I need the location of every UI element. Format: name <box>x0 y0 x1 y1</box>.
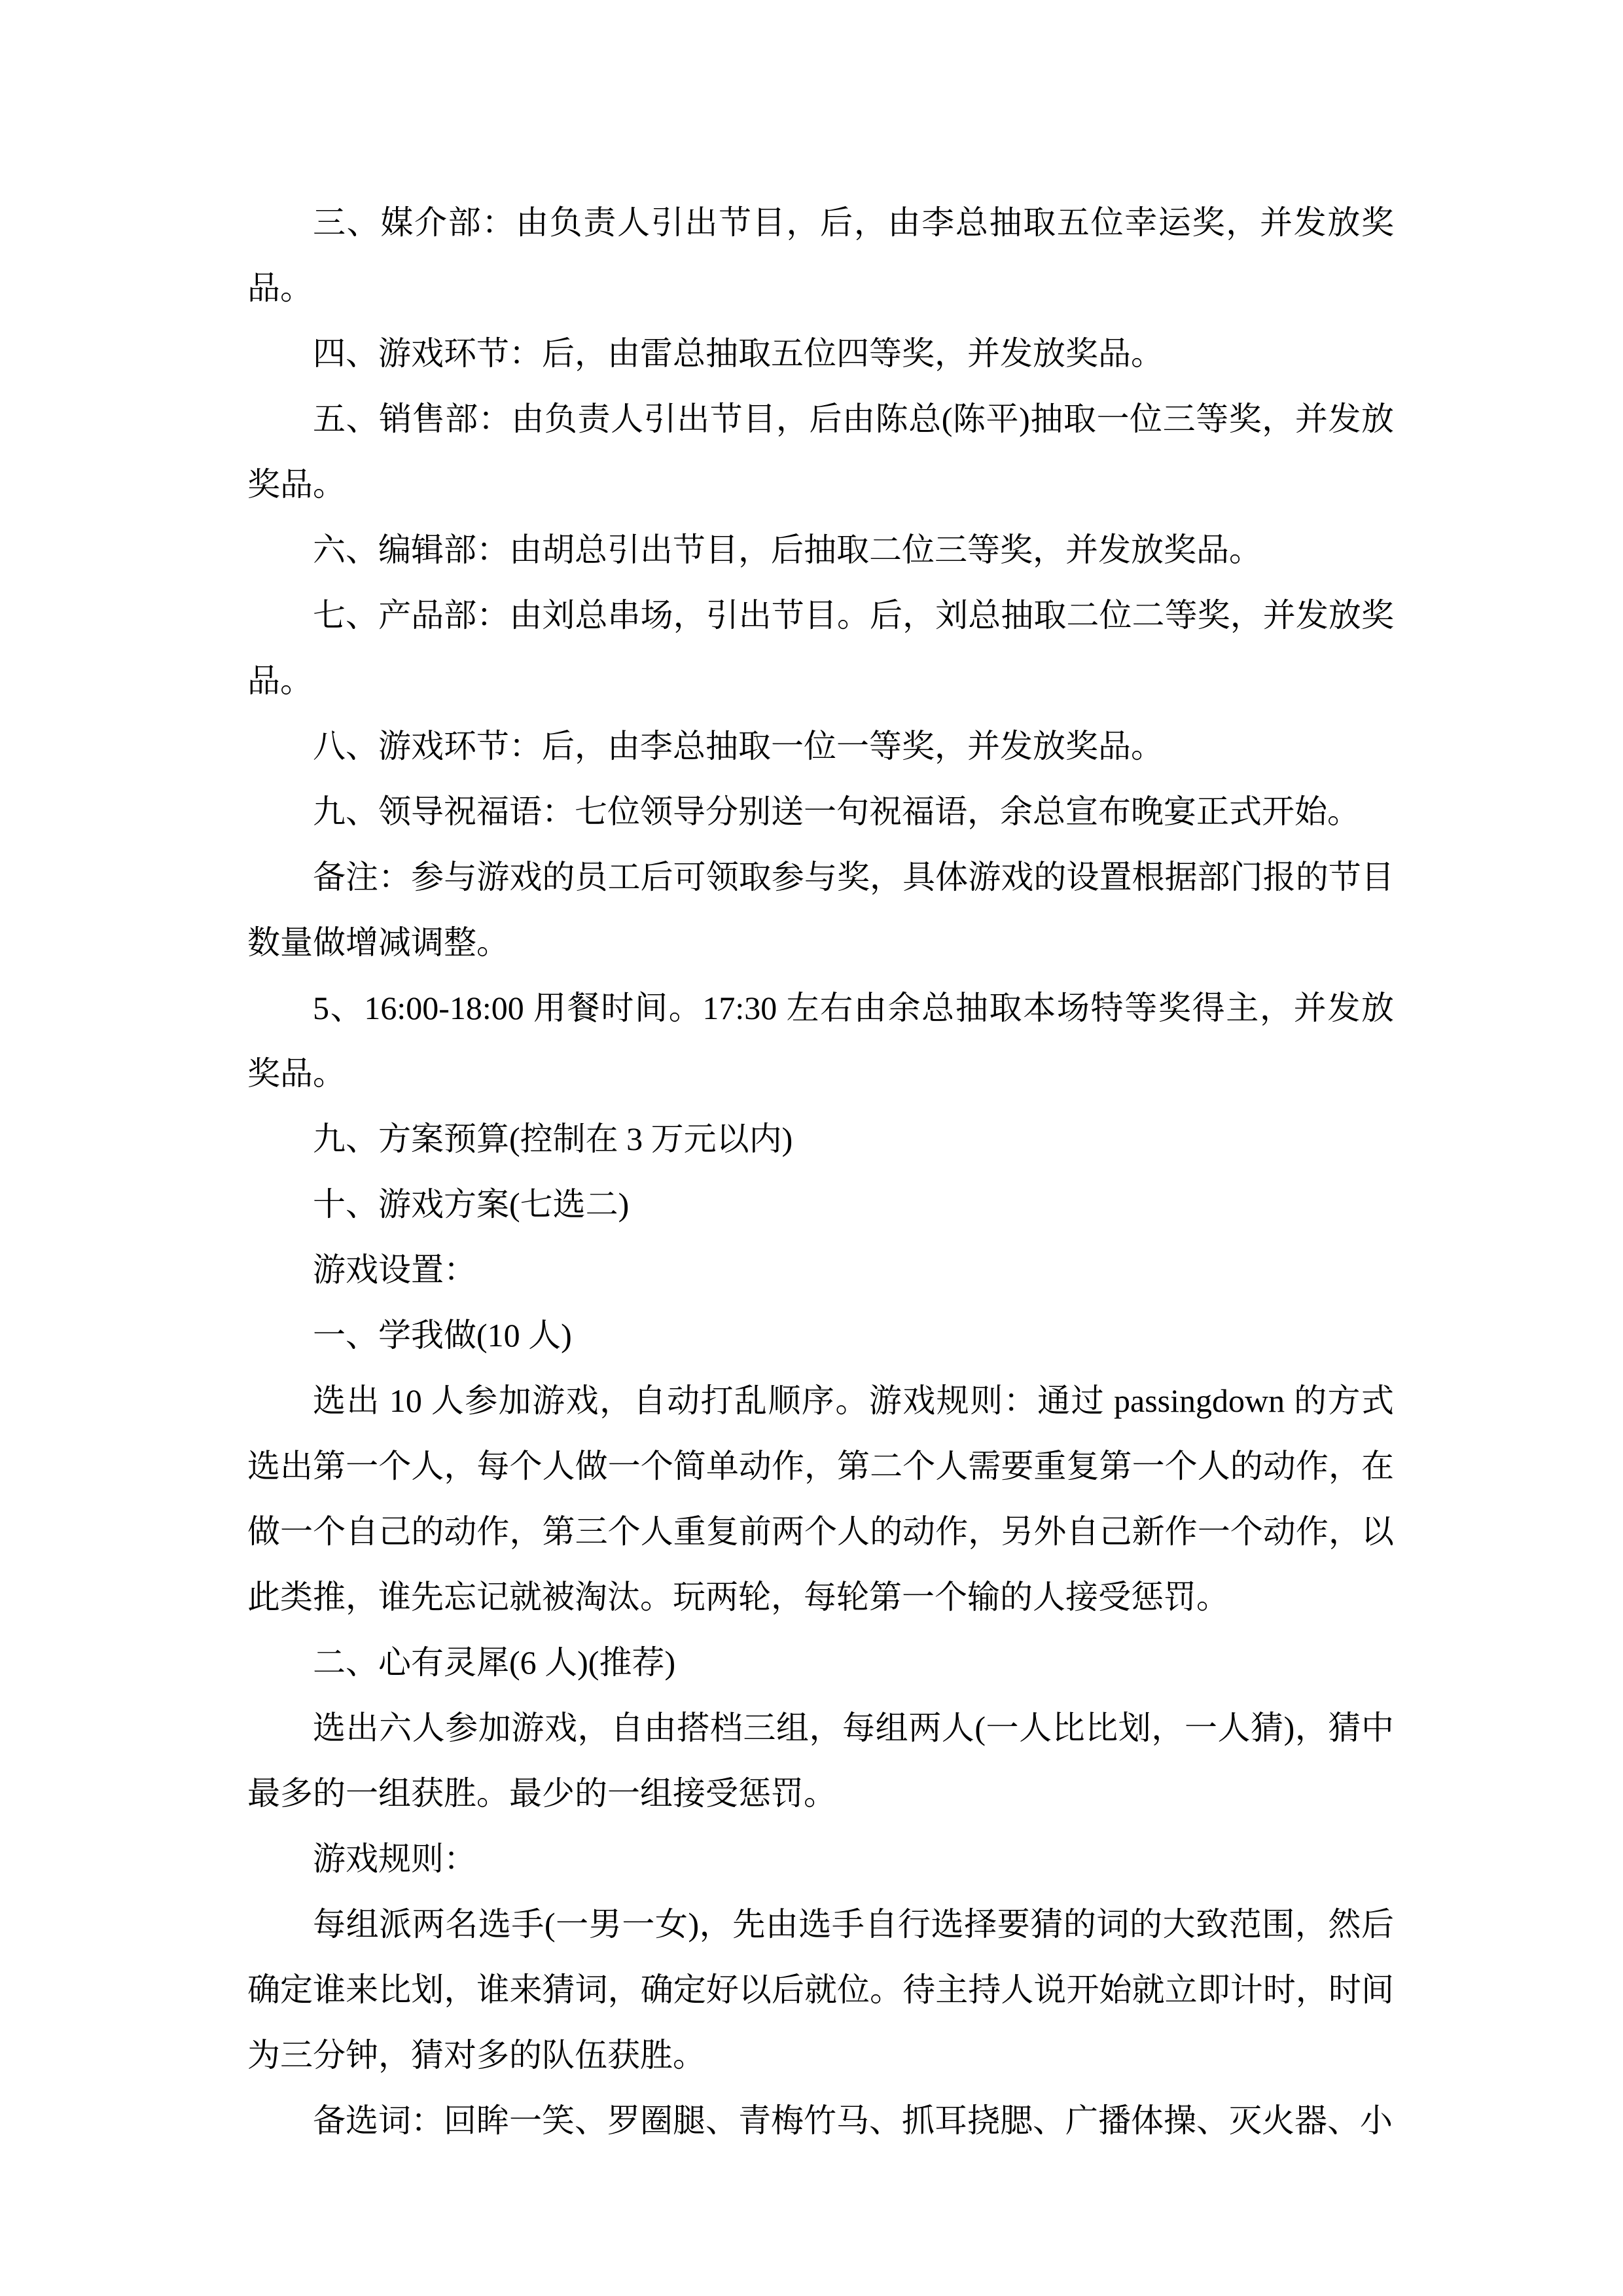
paragraph-11: 十、游戏方案(七选二) <box>313 1186 630 1223</box>
paragraph-12: 游戏设置： <box>313 1251 476 1288</box>
paragraph-08: 备注：参与游戏的员工后可领取参与奖，具体游戏的设置根据部门报的节目数量做增减调整。 <box>247 859 1394 961</box>
paragraph-19: 备选词：回眸一笑、罗圈腿、青梅竹马、抓耳挠腮、广播体操、灭火器、小 <box>313 2102 1393 2139</box>
paragraph-04: 六、编辑部：由胡总引出节目，后抽取二位三等奖，并发放奖品。 <box>313 531 1262 568</box>
paragraph-09: 5、16:00-18:00 用餐时间。17:30 左右由余总抽取本场特等奖得主，并发放奖品。 <box>247 990 1394 1092</box>
paragraph-07: 九、领导祝福语：七位领导分别送一句祝福语，余总宣布晚宴正式开始。 <box>313 793 1360 830</box>
paragraph-10: 九、方案预算(控制在 3 万元以内) <box>313 1121 793 1157</box>
paragraph-18: 每组派两名选手(一男一女)，先由选手自行选择要猜的词的大致范围，然后确定谁来比划，谁来猜词，确定好以后就位。待主持人说开始就立即计时，时间为三分钟，猜对多的队伍获胜。 <box>247 1906 1394 2073</box>
paragraph-15: 二、心有灵犀(6 人)(推荐) <box>313 1644 676 1681</box>
paragraph-17: 游戏规则： <box>313 1840 476 1877</box>
paragraph-14: 选出 10 人参加游戏，自动打乱顺序。游戏规则：通过 passingdown 的方式选出第一个人，每个人做一个简单动作，第二个人需要重复第一个人的动作，在做一个自己的动作，第三个人重复前两个人的动作，另外自己新作一个动作，以此类推，谁先忘记就被淘汰。玩两轮，每轮第一个输的人接受惩罚。 <box>247 1382 1394 1615</box>
paragraph-16: 选出六人参加游戏，自由搭档三组，每组两人(一人比比划，一人猜)，猜中最多的一组获胜。最少的一组接受惩罚。 <box>247 1710 1394 1812</box>
paragraph-13: 一、学我做(10 人) <box>313 1317 572 1354</box>
paragraph-06: 八、游戏环节：后，由李总抽取一位一等奖，并发放奖品。 <box>313 728 1164 764</box>
paragraph-03: 五、销售部：由负责人引出节目，后由陈总(陈平)抽取一位三等奖，并发放奖品。 <box>247 401 1394 503</box>
paragraph-05: 七、产品部：由刘总串场，引出节目。后，刘总抽取二位二等奖，并发放奖品。 <box>247 597 1394 699</box>
document-text-block <box>247 190 1394 2153</box>
paragraph-01: 三、媒介部：由负责人引出节目，后，由李总抽取五位幸运奖，并发放奖品。 <box>247 204 1394 306</box>
paragraph-02: 四、游戏环节：后，由雷总抽取五位四等奖，并发放奖品。 <box>313 335 1164 372</box>
